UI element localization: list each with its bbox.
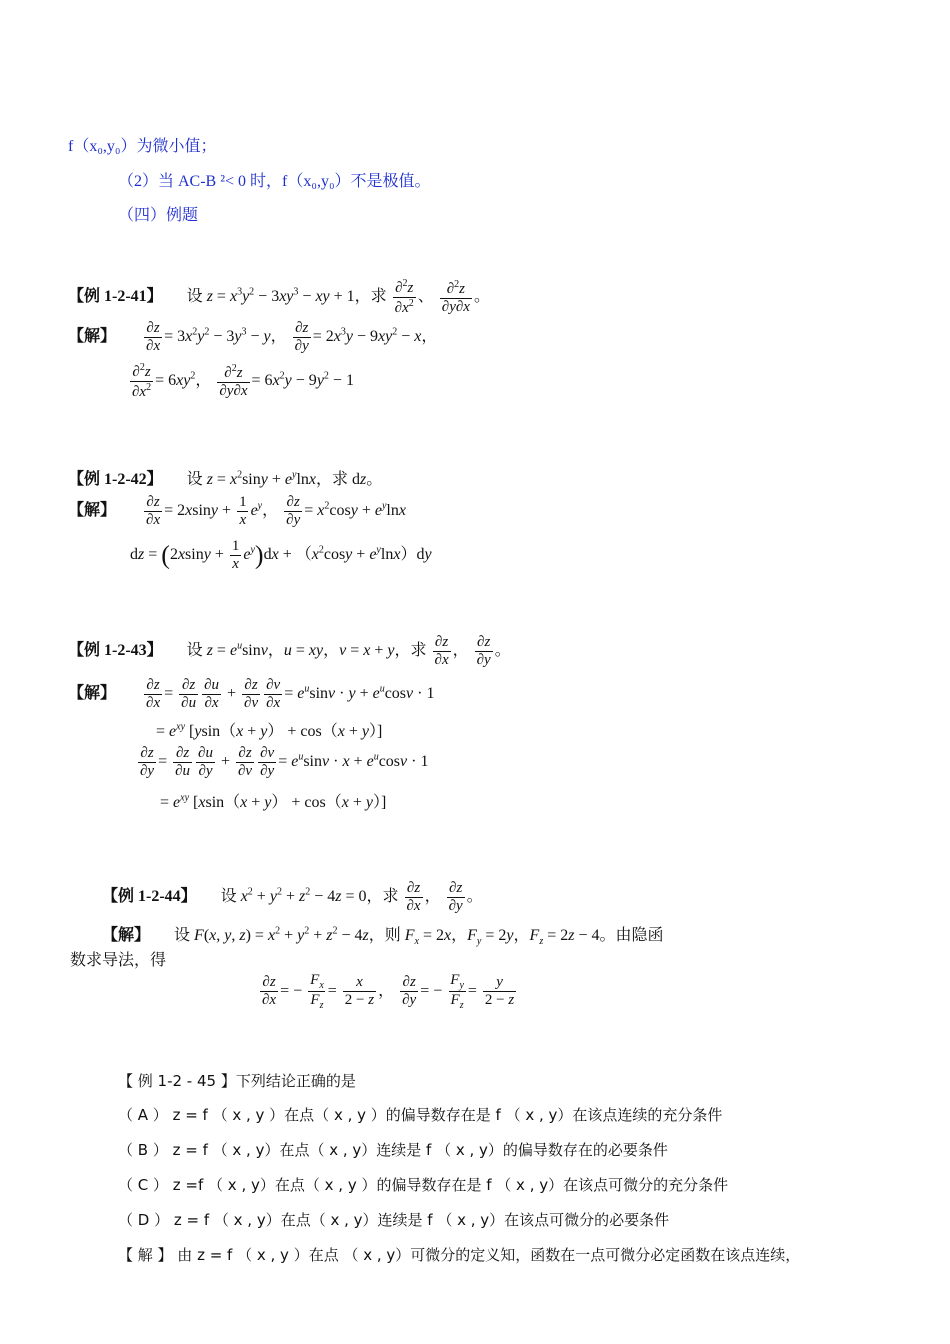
- option-b: （ B ） z = f （ x , y）在点（ x , y）连续是 f （ x , y）的偏导数存在的必要条件: [118, 1141, 668, 1159]
- example-41-solution-2: $\frac{\partial^2z}{\partial x^2}$ = $6xy^2$， $\frac{\partial^2z}{\partial y\partial x}$ = $6x^2y - 9y^2 - 1$: [132, 362, 354, 400]
- option-c: （ C ） z =f （ x , y）在点（ x , y ）的偏导数存在是 f （ x , y）在该点可微分的充分条件: [118, 1176, 729, 1194]
- example-42-solution-1: 【解】 $\frac{\partial z}{\partial x}$ = 2xsiny + $\frac{1}{x}$ $e^y$， $\frac{\partial z}{\partial y}$ = $x^2\cos y + e^y\ln x$: [68, 494, 406, 528]
- example-43-solution-1: 【解】 $\frac{\partial z}{\partial x}$ = $\frac{\partial z}{\partial u}$ $\frac{\partial u}{\partial x}$ + $\frac{\partial z}{\partial v}$ $\frac{\partial v}{\partial x}$ = $e^u\sin v \cdot y + e^u\cos v \cdot 1$: [68, 677, 435, 711]
- intro-line-1: f（x₀,y₀）为微小值；: [68, 138, 217, 155]
- intro-line-3: （四）例题: [118, 207, 199, 224]
- example-43-problem: 【例 1-2-43】 设 $z = e^u\sin v$，u = xy，v = x + y，求 $\frac{\partial z}{\partial x}$ ， $\frac{\partial z}{\partial y}$ 。: [68, 634, 511, 668]
- example-41-solution-1: 【解】 $\frac{\partial z}{\partial x}$ = $3x^2y^2 - 3y^3 - y$， $\frac{\partial z}{\partial y}$ = $2x^3y - 9xy^2 - x$，: [68, 320, 438, 354]
- example-43-solution-2: = $e^{xy}$ [ysin（x + y） + cos（x + y）]: [156, 721, 383, 740]
- option-a: （ A ） z = f （ x , y ）在点（ x , y ）的偏导数存在是 f （ x , y）在该点连续的充分条件: [118, 1106, 723, 1124]
- example-44-problem: 【例 1-2-44】 设 $x^2 + y^2 + z^2 - 4z = 0$，求 $\frac{\partial z}{\partial x}$ ， $\frac{\partial z}{\partial y}$ 。: [102, 880, 483, 914]
- example-42-solution-2: dz = (2xsiny + $\frac{1}{x}$ $e^y)dx + (x^2\cos y + e^y\ln x)dy$: [130, 538, 432, 572]
- intro-line-2: （2）当 AC-B ²< 0 时，f（x₀,y₀）不是极值。: [118, 173, 431, 190]
- example-44-solution-1: 【解】 设 F(x, y, $z) = x^2 + y^2 + z^2 - 4z$，则 $F_x = 2x$，$F_y = 2y$，$F_z = 2z - 4$。由隐函: [102, 925, 664, 948]
- example-41-problem: 【例 1-2-41】 设 $z = x^3y^2 - 3xy^3$ − xy + 1，求 $\frac{\partial^2z}{\partial x^2}$ 、 $\frac{\partial^2z}{\partial y\partial x}$ 。: [68, 278, 490, 316]
- example-43-solution-3: $\frac{\partial z}{\partial y}$ = $\frac{\partial z}{\partial u}$ $\frac{\partial u}{\partial y}$ + $\frac{\partial z}{\partial v}$ $\frac{\partial v}{\partial y}$ = $e^u\sin v \cdot x + e^u\cos v \cdot 1$: [140, 745, 429, 779]
- example-45-answer: 【 解 】 由 z = f （ x , y ）在点 （ x , y）可微分的定义知，函数在一点可微分必定函数在该点连续，: [118, 1246, 801, 1264]
- example-45-title: 【 例 1-2 - 45 】下列结论正确的是: [118, 1072, 356, 1090]
- example-42-problem: 【例 1-2-42】 设 $z = x^2\sin y + e^y\ln x$，求 dz。: [68, 469, 383, 488]
- example-43-solution-4: = $e^{xy}$ [xsin（x + y） + cos（x + y）]: [160, 792, 387, 811]
- option-d: （ D ） z = f （ x , y）在点（ x , y）连续是 f （ x , y）在该点可微分的必要条件: [118, 1211, 670, 1229]
- example-44-solution-3: $\frac{\partial z}{\partial x}$ = − $\frac{F_x}{F_z}$ = $\frac{x}{2 - z}$ ， $\frac{\partial z}{\partial y}$ = − $\frac{F_y}{F_z}$ = $\frac{y}{2 - z}$: [262, 972, 515, 1012]
- example-44-solution-2: 数求导法，得: [70, 952, 167, 969]
